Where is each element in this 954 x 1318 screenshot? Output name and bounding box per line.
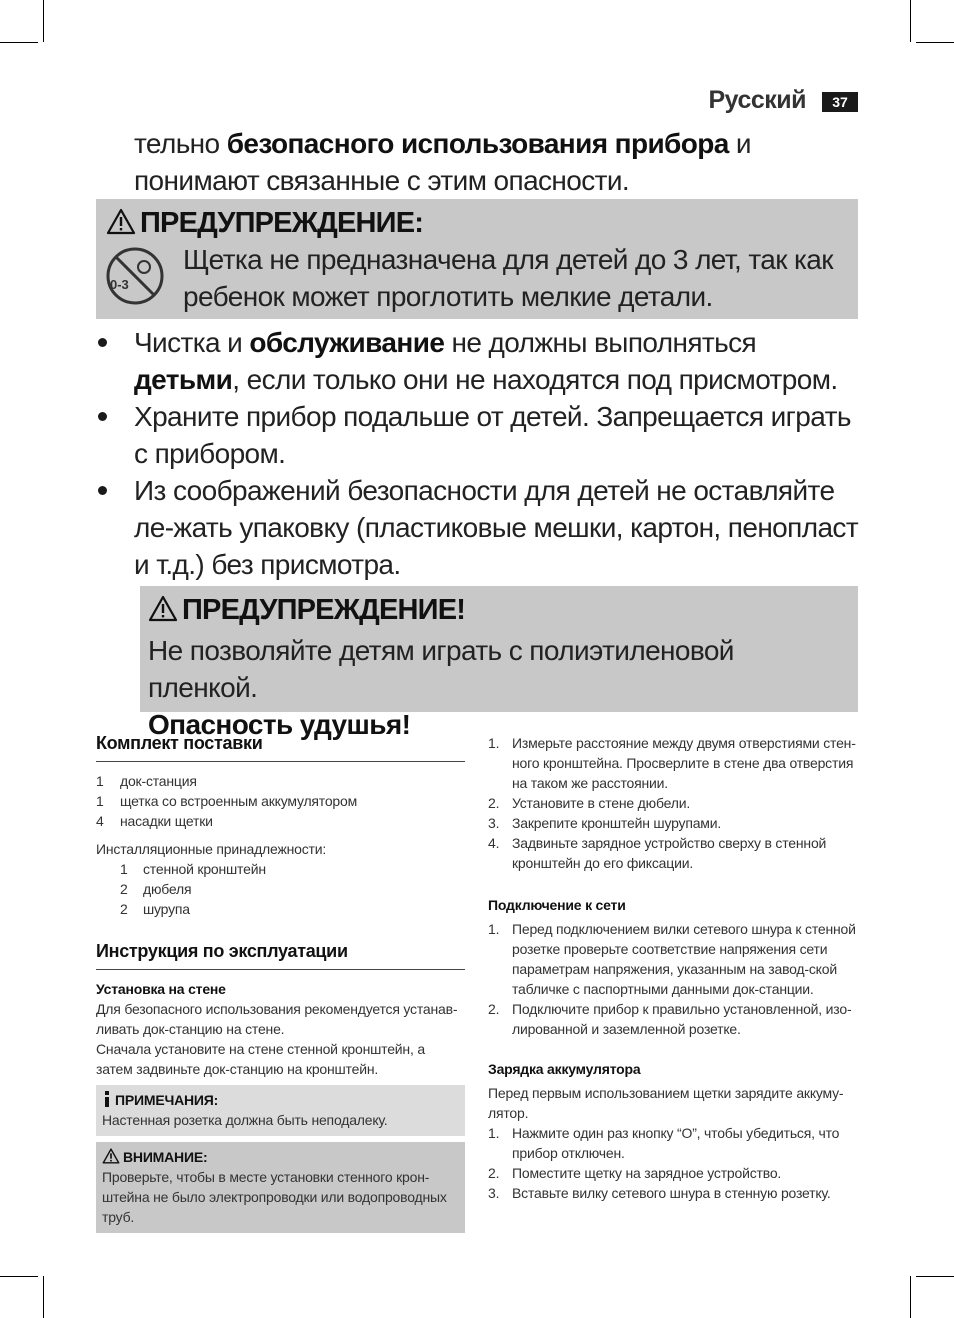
- step-text: Подключите прибор к правильно установленной, изо-лированной и заземленной розетке.: [512, 1001, 852, 1037]
- warning-triangle-icon: [148, 595, 178, 622]
- step-number: 2.: [488, 1165, 500, 1181]
- warning-title-text: ПРЕДУПРЕЖДЕНИЕ!: [182, 594, 466, 626]
- step-number: 3.: [488, 815, 500, 831]
- crop-mark: [916, 42, 954, 43]
- step-item: [488, 813, 858, 833]
- intro-text: тельно: [134, 128, 227, 159]
- charging-steps: [488, 1123, 858, 1203]
- step-text: Измерьте расстояние между двумя отверстиями стен-ного кронштейна. Просверлите в стене два отверстия на таком же расстоянии.: [512, 735, 856, 791]
- crop-mark: [910, 1276, 911, 1318]
- item-text: шурупа: [143, 901, 190, 917]
- attention-text: Проверьте, чтобы в месте установки стенного крон-штейна не было электропроводки или водопроводных труб.: [102, 1169, 447, 1225]
- bullet-bold: детьми: [134, 364, 233, 395]
- step-text: Задвиньте зарядное устройство сверху в стенной кронштейн до его фиксации.: [512, 835, 827, 871]
- paragraph: Для безопасного использования рекомендуется устанав-ливать док-станцию на стене.: [96, 1001, 458, 1037]
- bullet-text: не должны выполняться: [444, 327, 757, 358]
- warning-title: [148, 594, 465, 627]
- icon-age-label: 0-3: [110, 277, 129, 292]
- subsection-title-charging: Зарядка аккумулятора: [488, 1061, 641, 1077]
- bullet-text: Храните прибор подальше от детей. Запрещается играть с прибором.: [134, 401, 851, 469]
- intro-bold: безопасного использования прибора: [226, 128, 729, 159]
- bullet-item: [96, 398, 866, 472]
- accessories-label: Инсталляционные принадлежности:: [96, 841, 327, 857]
- paragraph: Сначала установите на стене стенной кронштейн, а затем задвиньте док-станцию на кронштейн.: [96, 1041, 425, 1077]
- network-steps: [488, 919, 858, 1039]
- step-text: Поместите щетку на зарядное устройство.: [512, 1165, 782, 1181]
- bullet-item: [96, 324, 866, 398]
- bullet-text: Чистка и: [134, 327, 250, 358]
- item-count: 4: [96, 813, 104, 829]
- step-number: 2.: [488, 1001, 500, 1017]
- list-item: [96, 859, 465, 879]
- step-item: [488, 1183, 858, 1203]
- bullet-dot: [98, 338, 107, 347]
- step-number: 2.: [488, 795, 500, 811]
- intro-text-end: и понимают связанные с этим опасности.: [134, 128, 751, 196]
- step-item: [488, 1163, 858, 1183]
- paragraph: Перед первым использованием щетки зарядите аккуму-лятор.: [488, 1085, 844, 1121]
- warning-box-children: [96, 199, 858, 319]
- step-text: Перед подключением вилки сетевого шнура к стенной розетке проверьте соответствие напряжения сети параметрам напряжения, указанным на завод-ской табличке с паспортными данными док-станции.: [512, 921, 856, 997]
- step-item: [488, 1123, 858, 1163]
- warning-box-film: [140, 586, 858, 740]
- crop-mark: [0, 1276, 38, 1277]
- item-text: док-станция: [120, 773, 197, 789]
- step-text: Нажмите один раз кнопку “O”, чтобы убедиться, что прибор отключен.: [512, 1125, 840, 1161]
- crop-mark: [43, 1276, 44, 1318]
- section-title-operation: Инструкция по эксплуатации: [96, 941, 465, 970]
- warning-title-text: ПРЕДУПРЕЖДЕНИЕ:: [140, 207, 424, 239]
- warning-text: Щетка не предназначена для детей до 3 лет, так как ребенок может проглотить мелкие детали.: [183, 244, 833, 312]
- info-icon: [102, 1091, 112, 1107]
- note-text: Настенная розетка должна быть неподалеку.: [102, 1112, 388, 1128]
- step-item: [488, 833, 858, 873]
- warning-text-line: Не позволяйте детям играть с полиэтиленовой пленкой.: [148, 635, 734, 703]
- list-item: [96, 879, 465, 899]
- item-count: 1: [120, 861, 128, 877]
- no-children-under-3-icon: [104, 245, 166, 307]
- delivery-list: [96, 771, 465, 831]
- crop-mark: [43, 0, 44, 42]
- note-title: [102, 1090, 459, 1110]
- intro-paragraph: [134, 125, 864, 199]
- warning-title: [106, 207, 423, 240]
- item-text: дюбеля: [143, 881, 192, 897]
- section-title-delivery: Комплект поставки: [96, 733, 465, 762]
- step-text: Установите в стене дюбели.: [512, 795, 691, 811]
- warning-bold: Опасность удушья!: [148, 709, 411, 740]
- list-item: [96, 811, 465, 831]
- page-number: 37: [822, 92, 858, 112]
- step-number: 3.: [488, 1185, 500, 1201]
- attention-title: [102, 1147, 459, 1167]
- accessories-list: [96, 859, 465, 919]
- crop-mark: [910, 0, 911, 42]
- step-number: 1.: [488, 735, 500, 751]
- bullet-item: [96, 472, 866, 583]
- warning-triangle-icon: [102, 1148, 120, 1164]
- item-text: щетка со встроенным аккумулятором: [120, 793, 358, 809]
- bullet-dot: [98, 486, 107, 495]
- item-count: 2: [120, 901, 128, 917]
- step-text: Вставьте вилку сетевого шнура в стенную розетку.: [512, 1185, 831, 1201]
- step-item: [488, 733, 858, 793]
- subsection-title-wall: Установка на стене: [96, 981, 226, 997]
- bullet-text: Из соображений безопасности для детей не оставляйте ле-жать упаковку (пластиковые мешки, картон, пенопласт и т.д.) без присмотра.: [134, 475, 859, 580]
- left-column: [96, 733, 465, 1233]
- crop-mark: [916, 1276, 954, 1277]
- attention-box: [96, 1142, 465, 1233]
- crop-mark: [0, 42, 38, 43]
- subsection-title-network: Подключение к сети: [488, 897, 626, 913]
- list-item: [96, 771, 465, 791]
- step-number: 1.: [488, 1125, 500, 1141]
- bullet-dot: [98, 412, 107, 421]
- item-count: 2: [120, 881, 128, 897]
- note-title-text: ПРИМЕЧАНИЯ:: [115, 1092, 219, 1108]
- list-item: [96, 791, 465, 811]
- bullet-text: , если только они не находятся под присмотром.: [232, 364, 838, 395]
- step-item: [488, 919, 858, 999]
- attention-title-text: ВНИМАНИЕ:: [123, 1149, 208, 1165]
- list-item: [96, 899, 465, 919]
- note-box: [96, 1085, 465, 1136]
- right-column: [488, 733, 858, 1203]
- language-label: Русский: [708, 86, 806, 114]
- step-item: [488, 793, 858, 813]
- step-text: Закрепите кронштейн шурупами.: [512, 815, 722, 831]
- bullet-bold: обслуживание: [249, 327, 445, 358]
- safety-bullet-list: [96, 324, 866, 583]
- item-count: 1: [96, 793, 104, 809]
- mounting-steps: [488, 733, 858, 873]
- item-text: стенной кронштейн: [143, 861, 266, 877]
- step-number: 4.: [488, 835, 500, 851]
- step-item: [488, 999, 858, 1039]
- warning-triangle-icon: [106, 208, 136, 235]
- item-count: 1: [96, 773, 104, 789]
- step-number: 1.: [488, 921, 500, 937]
- item-text: насадки щетки: [120, 813, 213, 829]
- warning-text: [148, 632, 848, 743]
